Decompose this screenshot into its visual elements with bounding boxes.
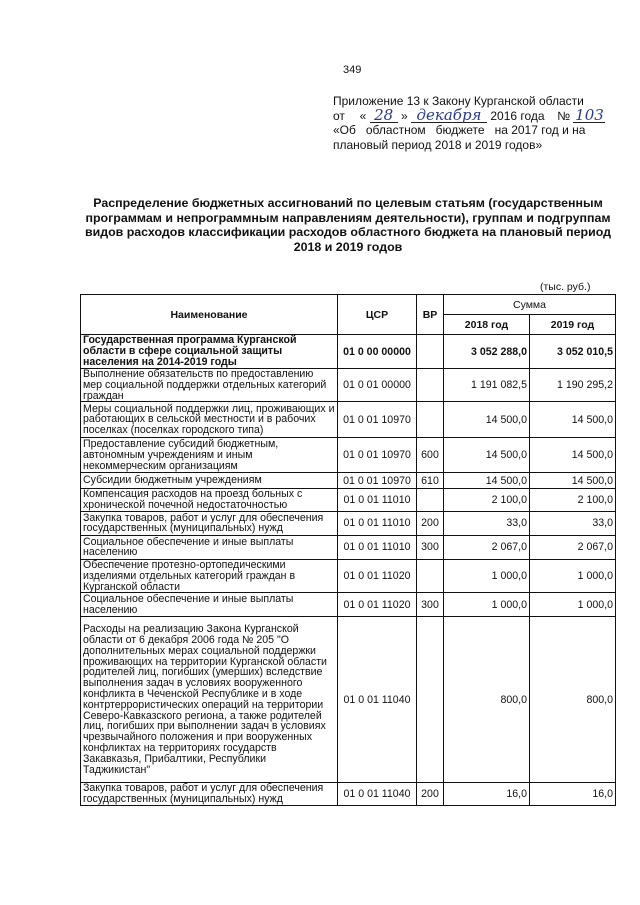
cell-2018: 33,0 [444,511,530,535]
cell-csr: 01 0 01 10970 [338,438,417,473]
cell-csr: 01 0 01 10970 [338,402,417,438]
cell-2019: 1 190 295,2 [530,369,616,402]
table-row [81,617,616,783]
annex-number-sign: № [557,108,571,123]
table-row [81,593,616,617]
cell-2018: 14 500,0 [444,438,530,473]
cell-name: Социальное обеспечение и иные выплаты населению [81,535,338,559]
cell-2019: 14 500,0 [530,402,616,438]
annex-date-line [333,105,618,124]
cell-2019: 800,0 [530,617,616,783]
cell-2018: 14 500,0 [444,473,530,489]
cell-name: Меры социальной поддержки лиц, проживающих и работающих в сельской местности и в рабочих поселках (поселках городского типа) [81,402,338,438]
page-number: 349 [343,64,362,76]
cell-vr [417,335,444,369]
cell-csr: 01 0 01 00000 [338,369,417,402]
cell-2018: 3 052 288,0 [444,335,530,369]
table-row [81,559,616,592]
table-row [81,369,616,402]
annex-from: от [333,108,345,123]
annex-year: 2016 года [490,108,545,123]
cell-csr: 01 0 01 11020 [338,559,417,592]
header-name: Наименование [81,295,338,335]
cell-name: Расходы на реализацию Закона Курганской области от 6 декабря 2006 года № 205 "О дополнительных мерах социальной поддержки проживающих на территории Курганской области родителей лиц, погибших (умерших) вследствие выполнения задач в условиях вооруженного конфликта в Чеченской Республике и в ходе контртеррористических операций на территории Северо-Кавказского региона, а также родителей лиц, погибших при выполнении задач в условиях чрезвычайного положения и при вооруженных конфликтах на территориях государств Закавказья, Прибалтики, Республики Таджикистан" [81,617,338,783]
cell-csr: 01 0 01 11040 [338,617,417,783]
cell-2018: 14 500,0 [444,402,530,438]
table-body [81,335,616,806]
header-vr: ВР [417,295,444,335]
cell-vr [417,617,444,783]
budget-table [80,294,616,806]
cell-vr: 610 [417,473,444,489]
cell-csr: 01 0 01 11010 [338,535,417,559]
cell-csr: 01 0 01 11020 [338,593,417,617]
cell-csr: 01 0 01 11010 [338,511,417,535]
cell-vr [417,369,444,402]
cell-vr [417,559,444,592]
annex-day-handwritten: 28 [370,109,398,123]
cell-2018: 16,0 [444,783,530,806]
cell-vr: 200 [417,511,444,535]
document-title: Распределение бюджетных ассигнований по целевым статьям (государственным программам и непрограммным направлениям деятельности), группам и подгруппам видов расходов классификации расходов областного бюджета на плановый период 2018 и 2019 годов [84,196,611,254]
cell-csr: 01 0 01 10970 [338,473,417,489]
cell-2019: 2 067,0 [530,535,616,559]
table-row [81,783,616,806]
cell-2018: 2 100,0 [444,489,530,512]
cell-name: Закупка товаров, работ и услуг для обеспечения государственных (муниципальных) нужд [81,511,338,535]
header-sum: Сумма [444,295,616,315]
units-label: (тыс. руб.) [540,281,591,293]
header-csr: ЦСР [338,295,417,335]
cell-vr: 200 [417,783,444,806]
table-row [81,402,616,438]
cell-2018: 1 191 082,5 [444,369,530,402]
cell-vr: 300 [417,535,444,559]
cell-csr: 01 0 01 11040 [338,783,417,806]
cell-csr: 01 0 00 00000 [338,335,417,369]
table-row [81,335,616,369]
annex-reference [333,94,618,152]
cell-2019: 16,0 [530,783,616,806]
cell-name: Выполнение обязательств по предоставлению мер социальной поддержки отдельных категорий граждан [81,369,338,402]
table-row [81,511,616,535]
cell-2019: 14 500,0 [530,438,616,473]
cell-vr [417,489,444,512]
cell-csr: 01 0 01 11010 [338,489,417,512]
cell-2018: 800,0 [444,617,530,783]
cell-vr: 300 [417,593,444,617]
annex-month-handwritten: декабря [411,109,487,123]
cell-2019: 3 052 010,5 [530,335,616,369]
cell-2018: 1 000,0 [444,593,530,617]
cell-name: Обеспечение протезно-ортопедическими изделиями отдельных категорий граждан в Курганской области [81,559,338,592]
table-row [81,473,616,489]
cell-2019: 14 500,0 [530,473,616,489]
cell-name: Государственная программа Курганской области в сфере социальной защиты населения на 2014-2019 годы [81,335,338,369]
header-2018: 2018 год [444,315,530,335]
header-2019: 2019 год [530,315,616,335]
cell-name: Предоставление субсидий бюджетным, автономным учреждениям и иным некоммерческим организациям [81,438,338,473]
annex-quote-open: « [359,108,367,123]
cell-2018: 1 000,0 [444,559,530,592]
cell-name: Социальное обеспечение и иные выплаты населению [81,593,338,617]
annex-line-3: «Об областном бюджете на 2017 год и на [333,123,586,137]
cell-2019: 1 000,0 [530,559,616,592]
table-row [81,489,616,512]
cell-vr [417,402,444,438]
table-row [81,438,616,473]
cell-2019: 33,0 [530,511,616,535]
table-row [81,535,616,559]
cell-2019: 1 000,0 [530,593,616,617]
cell-name: Закупка товаров, работ и услуг для обеспечения государственных (муниципальных) нужд [81,783,338,806]
annex-line-1: Приложение 13 к Закону Курганской области [333,94,584,108]
annex-line-4: плановый период 2018 и 2019 годов» [333,137,543,152]
table-header [81,295,616,335]
annex-number-handwritten: 103 [575,105,604,124]
cell-vr: 600 [417,438,444,473]
cell-name: Компенсация расходов на проезд больных с хронической почечной недостаточностью [81,489,338,512]
annex-quote-close: » [400,108,408,123]
cell-2018: 2 067,0 [444,535,530,559]
cell-name: Субсидии бюджетным учреждениям [81,473,338,489]
cell-2019: 2 100,0 [530,489,616,512]
